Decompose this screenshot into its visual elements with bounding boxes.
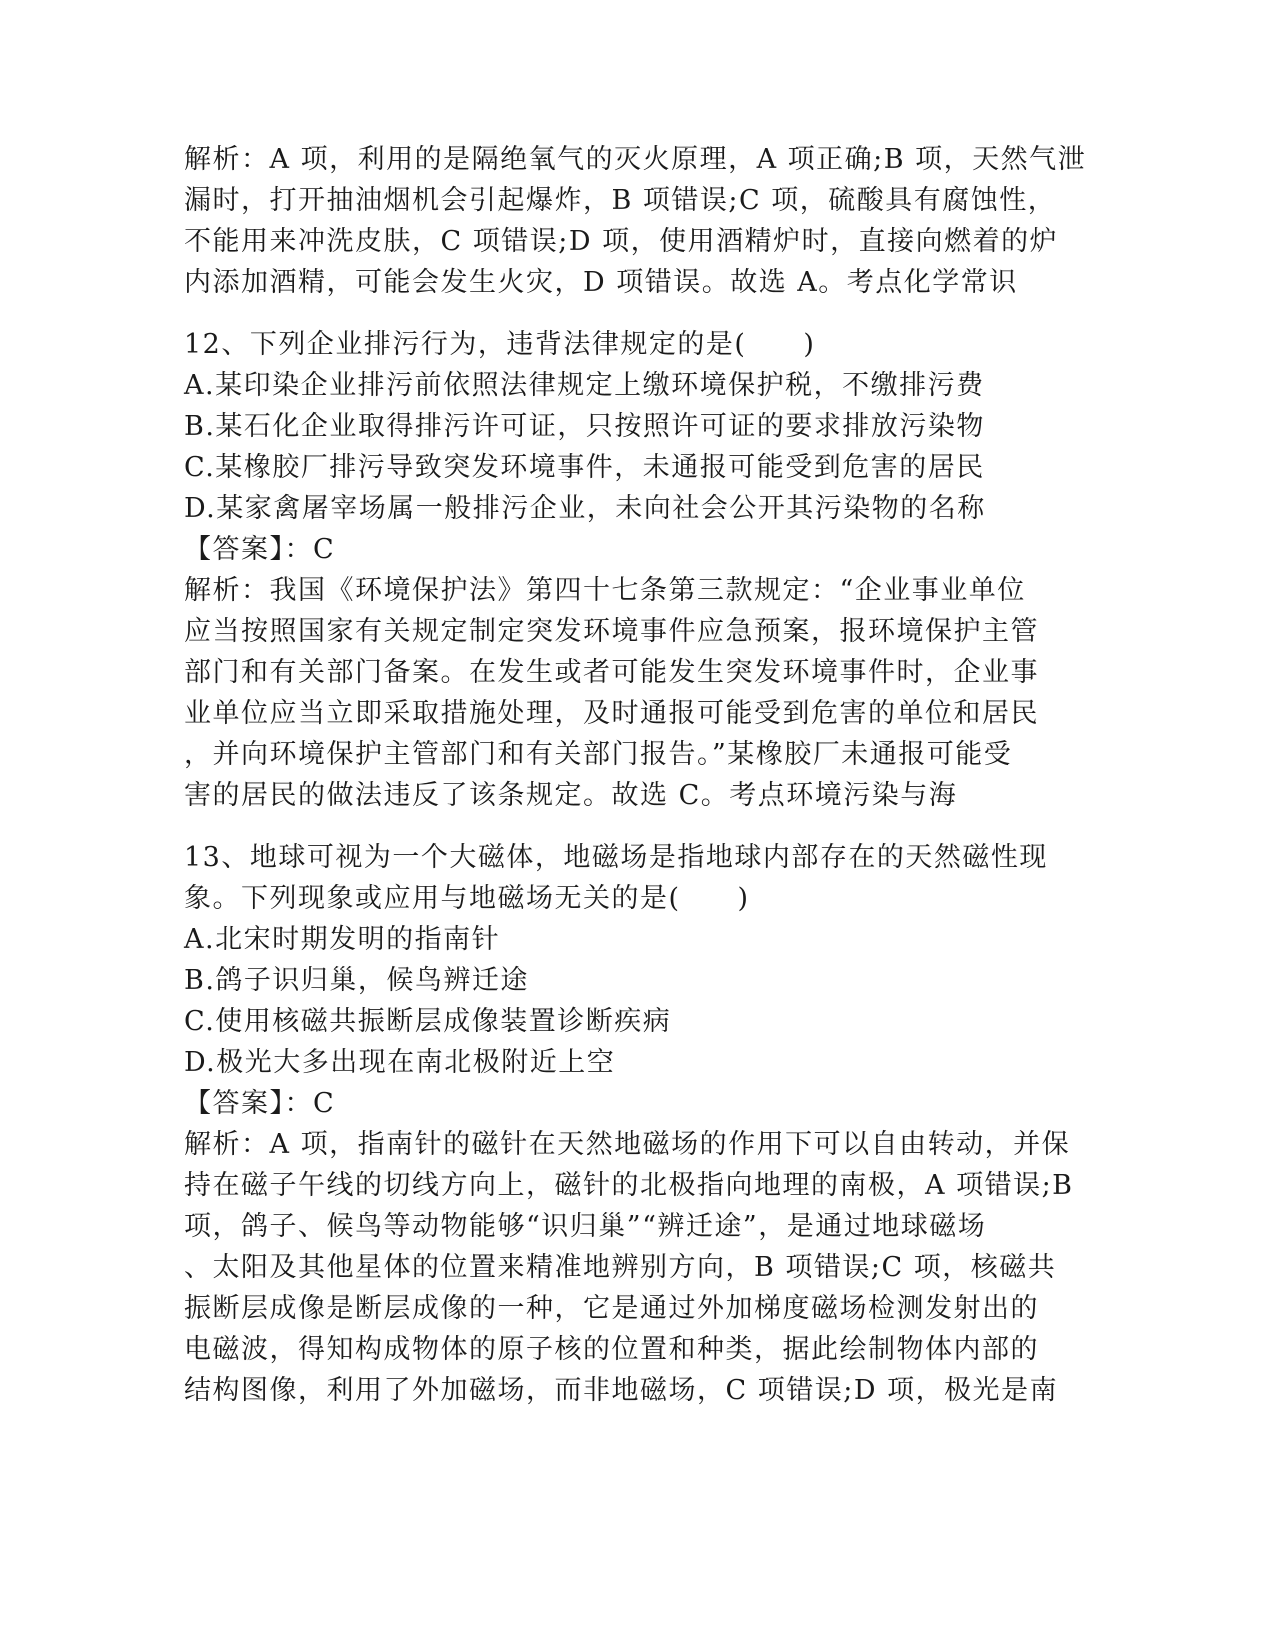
question-13-answer: 【答案】：C [184, 1088, 336, 1119]
analysis-12-line-1: 解析：我国《环境保护法》第四十七条第三款规定：“企业事业单位 [184, 575, 1026, 606]
analysis-12-line-3: 部门和有关部门备案。在发生或者可能发生突发环境事件时，企业事 [184, 657, 1039, 688]
question-13-option-b: B.鸽子识归巢，候鸟辨迁途 [184, 965, 529, 996]
analysis-12-line-4: 业单位应当立即采取措施处理，及时通报可能受到危害的单位和居民 [184, 698, 1039, 729]
question-13-option-d: D.极光大多出现在南北极附近上空 [184, 1047, 616, 1078]
analysis-13-line-4: 、太阳及其他星体的位置来精准地辨别方向，B 项错误;C 项，核磁共 [184, 1252, 1057, 1283]
analysis-11-line-4: 内添加酒精，可能会发生火灾，D 项错误。故选 A。考点化学常识 [184, 267, 1018, 298]
analysis-11-line-1: 解析：A 项，利用的是隔绝氧气的灭火原理，A 项正确;B 项，天然气泄 [184, 144, 1087, 175]
question-13-option-c: C.使用核磁共振断层成像装置诊断疾病 [184, 1006, 672, 1037]
question-12-answer: 【答案】：C [184, 534, 336, 565]
question-13-stem-line-1: 13、地球可视为一个大磁体，地磁场是指地球内部存在的天然磁性现 [184, 842, 1048, 873]
analysis-12-line-2: 应当按照国家有关规定制定突发环境事件应急预案，报环境保护主管 [184, 616, 1039, 647]
question-12-stem: 12、下列企业排污行为，违背法律规定的是( ) [184, 329, 816, 360]
analysis-12-line-6: 害的居民的做法违反了该条规定。故选 C。考点环境污染与海 [184, 780, 958, 811]
analysis-13-line-5: 振断层成像是断层成像的一种，它是通过外加梯度磁场检测发射出的 [184, 1293, 1039, 1324]
analysis-13-line-6: 电磁波，得知构成物体的原子核的位置和种类，据此绘制物体内部的 [184, 1334, 1039, 1365]
question-13-stem-line-2: 象。下列现象或应用与地磁场无关的是( ) [184, 883, 750, 914]
analysis-13-line-7: 结构图像，利用了外加磁场，而非地磁场，C 项错误;D 项，极光是南 [184, 1375, 1059, 1406]
question-12-option-b: B.某石化企业取得排污许可证，只按照许可证的要求排放污染物 [184, 411, 985, 442]
analysis-11-line-3: 不能用来冲洗皮肤，C 项错误;D 项，使用酒精炉时，直接向燃着的炉 [184, 226, 1059, 257]
question-12-option-d: D.某家禽屠宰场属一般排污企业，未向社会公开其污染物的名称 [184, 493, 986, 524]
question-12-option-a: A.某印染企业排污前依照法律规定上缴环境保护税，不缴排污费 [184, 370, 985, 401]
analysis-13-line-3: 项，鸽子、候鸟等动物能够“识归巢”“辨迁途”，是通过地球磁场 [184, 1211, 987, 1242]
question-13-option-a: A.北宋时期发明的指南针 [184, 924, 501, 955]
analysis-12-line-5: ，并向环境保护主管部门和有关部门报告。”某橡胶厂未通报可能受 [184, 739, 1013, 770]
analysis-13-line-1: 解析：A 项，指南针的磁针在天然地磁场的作用下可以自由转动，并保 [184, 1129, 1071, 1160]
question-12-option-c: C.某橡胶厂排污导致突发环境事件，未通报可能受到危害的居民 [184, 452, 985, 483]
analysis-11-line-2: 漏时，打开抽油烟机会引起爆炸，B 项错误;C 项，硫酸具有腐蚀性， [184, 185, 1057, 216]
analysis-13-line-2: 持在磁子午线的切线方向上，磁针的北极指向地理的南极，A 项错误;B [184, 1170, 1074, 1201]
